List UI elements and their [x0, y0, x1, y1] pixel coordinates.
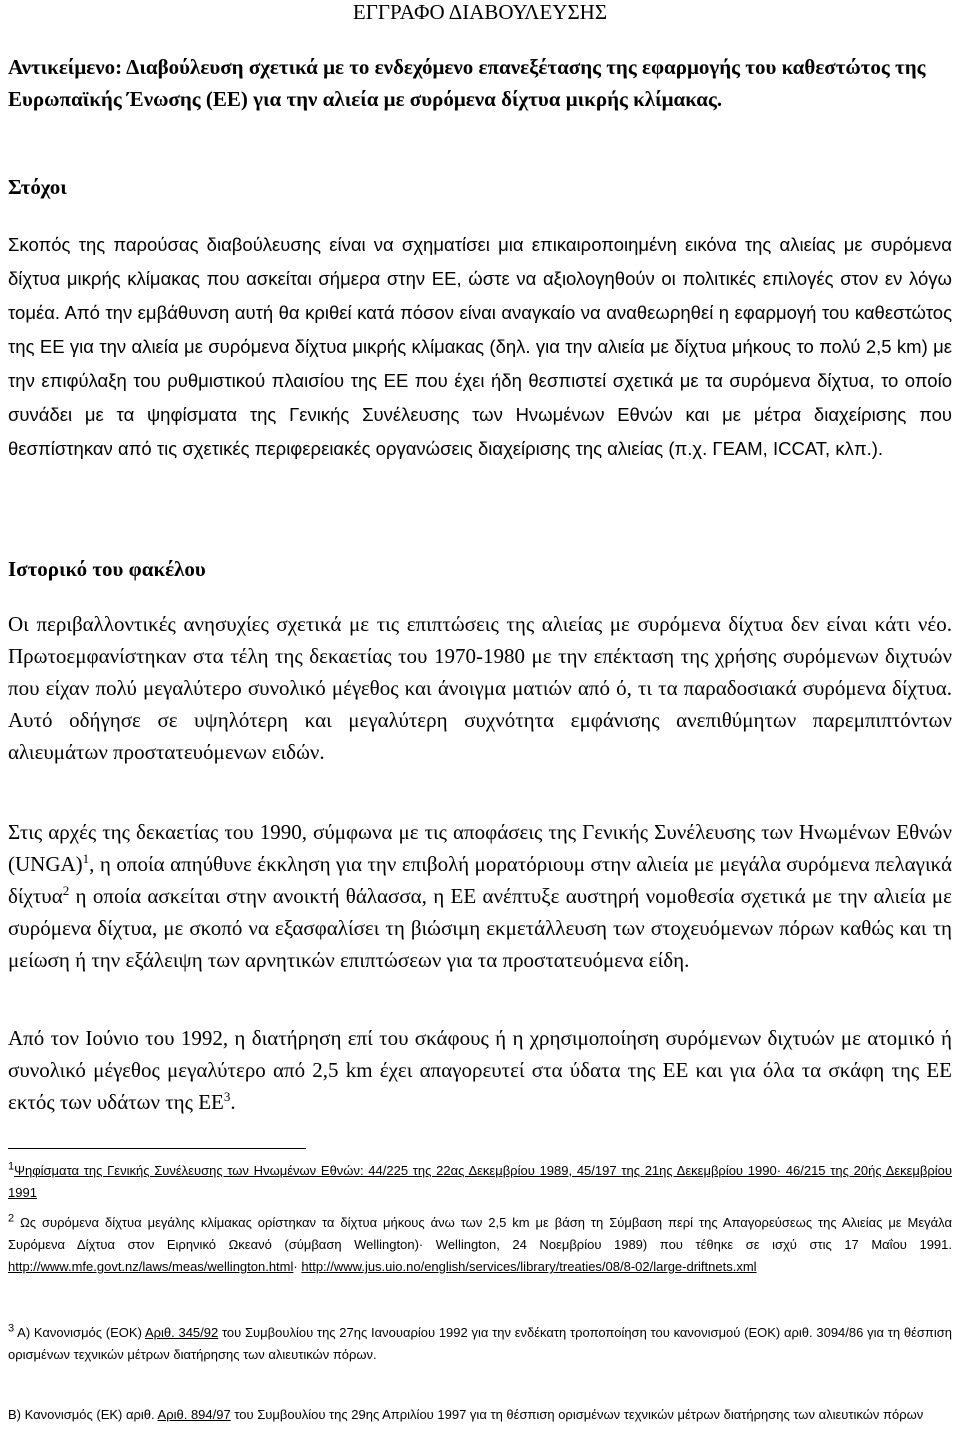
history-paragraph-2 [8, 816, 952, 976]
document-title: ΕΓΓΡΑΦΟ ΔΙΑΒΟΥΛΕΥΣΗΣ [352, 0, 608, 24]
footnote-2-link-mfe[interactable]: http://www.mfe.govt.nz/laws/meas/wellington.html [8, 1259, 294, 1274]
footnote-ref-1[interactable]: 1 [82, 851, 90, 866]
footnote-ref-2[interactable]: 2 [62, 883, 70, 898]
footnote-2-separator: · [293, 1259, 298, 1274]
history-paragraph-1: Οι περιβαλλοντικές ανησυχίες σχετικά με τις επιπτώσεις της αλιείας με συρόμενα δίχτυα δεν είναι κάτι νέο. Πρωτοεμφανίστηκαν στα τέλη της δεκαετίας του 1970-1980 με την επέκταση της χρήσης συρόμενων διχτυών που είχαν πολύ μεγαλύτερο συνολικό μέγεθος και άνοιγμα ματιών από ό, τι τα παραδοσιακά συρόμενα δίχτυα. Αυτό οδήγησε σε υψηλότερη και μεγαλύτερη συχνότητα εμφάνισης ανεπιθύμητων παρεμπιπτόντων αλιευμάτων προστατευόμενων ειδών. [8, 612, 952, 764]
footnote-3a-regulation-link[interactable]: Αριθ. 345/92 [144, 1325, 219, 1340]
footnote-3-number: 3 [8, 1322, 15, 1335]
footnote-1-text[interactable]: Ψηφίσματα της Γενικής Συνέλευσης των Ηνωμένων Εθνών: 44/225 της 22ας Δεκεμβρίου 1989, 45/197 της 21ης Δεκεμβρίου 1990· 46/215 της 20ής Δεκεμβρίου 1991 [8, 1163, 952, 1200]
document-subject: Αντικείμενο: Διαβούλευση σχετικά με το ενδεχόμενο επανεξέτασης της εφαρμογής του καθεστώτος της Ευρωπαϊκής Ένωσης (ΕΕ) για την αλιεία με συρόμενα δίχτυα μικρής κλίμακας. [8, 55, 926, 111]
footnote-2-number: 2 [8, 1212, 15, 1225]
footnote-3b [8, 1404, 952, 1426]
footnote-2-link-jus[interactable]: http://www.jus.uio.no/english/services/library/treaties/08/8-02/large-driftnets.xml [301, 1259, 757, 1274]
objectives-paragraph: Σκοπός της παρούσας διαβούλευσης είναι να σχηματίσει μια επικαιροποιημένη εικόνα της αλιείας με συρόμενα δίχτυα μικρής κλίμακας που ασκείται σήμερα στην ΕΕ, ώστε να αξιολογηθούν οι πολιτικές επιλογές στον εν λόγω τομέα. Από την εμβάθυνση αυτή θα κριθεί κατά πόσον είναι αναγκαίο να αναθεωρηθεί η εφαρμογή του καθεστώτος της ΕΕ για την αλιεία με συρόμενα δίχτυα μικρής κλίμακας (δηλ. για την αλιεία με δίχτυα μήκους το πολύ 2,5 km) με την επιφύλαξη του ρυθμιστικού πλαισίου της ΕΕ που έχει ήδη θεσπιστεί σχετικά με τα συρόμενα δίχτυα, το οποίο συνάδει με τα ψηφίσματα της Γενικής Συνέλευσης των Ηνωμένων Εθνών και με μέτρα διαχείρισης που θεσπίστηκαν από τις σχετικές περιφερειακές οργανώσεις διαχείρισης της αλιείας (π.χ. ΓΕΑΜ, ICCAT, κλπ.). [8, 234, 952, 459]
history-paragraph-3-text: Από τον Ιούνιο του 1992, η διατήρηση επί του σκάφους ή η χρησιμοποίηση συρόμενων διχτυών με ατομικό ή συνολικό μέγεθος μεγαλύτερο από 2,5 km έχει απαγορευτεί στα ύδατα της ΕΕ και για όλα τα σκάφη της ΕΕ εκτός των υδάτων της ΕΕ [8, 1026, 952, 1114]
footnote-3b-text: του Συμβουλίου της 29ης Απριλίου 1997 για τη θέσπιση ορισμένων τεχνικών μέτρων διατήρησης των αλιευτικών πόρων [234, 1407, 924, 1422]
history-paragraph-3-end: . [230, 1090, 236, 1114]
footnote-2-text: Ως συρόμενα δίχτυα μεγάλης κλίμακας ορίστηκαν τα δίχτυα μήκους άνω των 2,5 km με βάση τη Σύμβαση περί της Απαγορεύσεως της Αλιείας με Μεγάλα Συρόμενα Δίχτυα στον Ειρηνικό Ωκεανό (σύμβαση Wellington)· Wellington, 24 Νοεμβρίου 1989) που τέθηκε σε ισχύ στις 17 Μαΐου 1991. [8, 1215, 952, 1252]
footnote-3a-prefix: Α) Κανονισμός (ΕΟΚ) [17, 1325, 142, 1340]
objectives-heading: Στόχοι [8, 175, 67, 199]
history-paragraph-2-part-b: , η οποία απηύθυνε έκκληση για την επιβολή μορατόριουμ στην αλιεία με μεγάλα συρόμενα πελαγικά δίχτυα [8, 852, 952, 908]
footnote-3b-prefix: Β) Κανονισμός (ΕΚ) αριθ. [8, 1407, 155, 1422]
footnote-separator [8, 1148, 306, 1149]
history-heading: Ιστορικό του φακέλου [8, 557, 206, 581]
footnote-2 [8, 1212, 952, 1278]
history-paragraph-3 [8, 1022, 952, 1118]
footnote-ref-3[interactable]: 3 [223, 1089, 231, 1104]
footnote-3b-regulation-link[interactable]: Αριθ. 894/97 [157, 1407, 231, 1422]
footnote-1 [8, 1160, 952, 1204]
footnote-3a-text: του Συμβουλίου της 27ης Ιανουαρίου 1992 για την ενδέκατη τροποποίηση του κανονισμού (ΕΟΚ) αριθ. 3094/86 για τη θέσπιση ορισμένων τεχνικών μέτρων διατήρησης των αλιευτικών πόρων. [8, 1325, 952, 1362]
footnote-1-number: 1 [8, 1160, 15, 1173]
history-paragraph-2-part-a: Στις αρχές της δεκαετίας του 1990, σύμφωνα με τις αποφάσεις της Γενικής Συνέλευσης των Ηνωμένων Εθνών (UNGA) [8, 820, 952, 876]
history-paragraph-2-part-c: η οποία ασκείται στην ανοικτή θάλασσα, η ΕΕ ανέπτυξε αυστηρή νομοθεσία σχετικά με την αλιεία με συρόμενα δίχτυα, με σκοπό να εξασφαλίσει τη βιώσιμη εκμετάλλευση των στοχευόμενων πόρων καθώς και τη μείωση ή την εξάλειψη των αρνητικών επιπτώσεων για τα προστατευόμενα είδη. [8, 884, 952, 972]
footnote-3a [8, 1322, 952, 1366]
